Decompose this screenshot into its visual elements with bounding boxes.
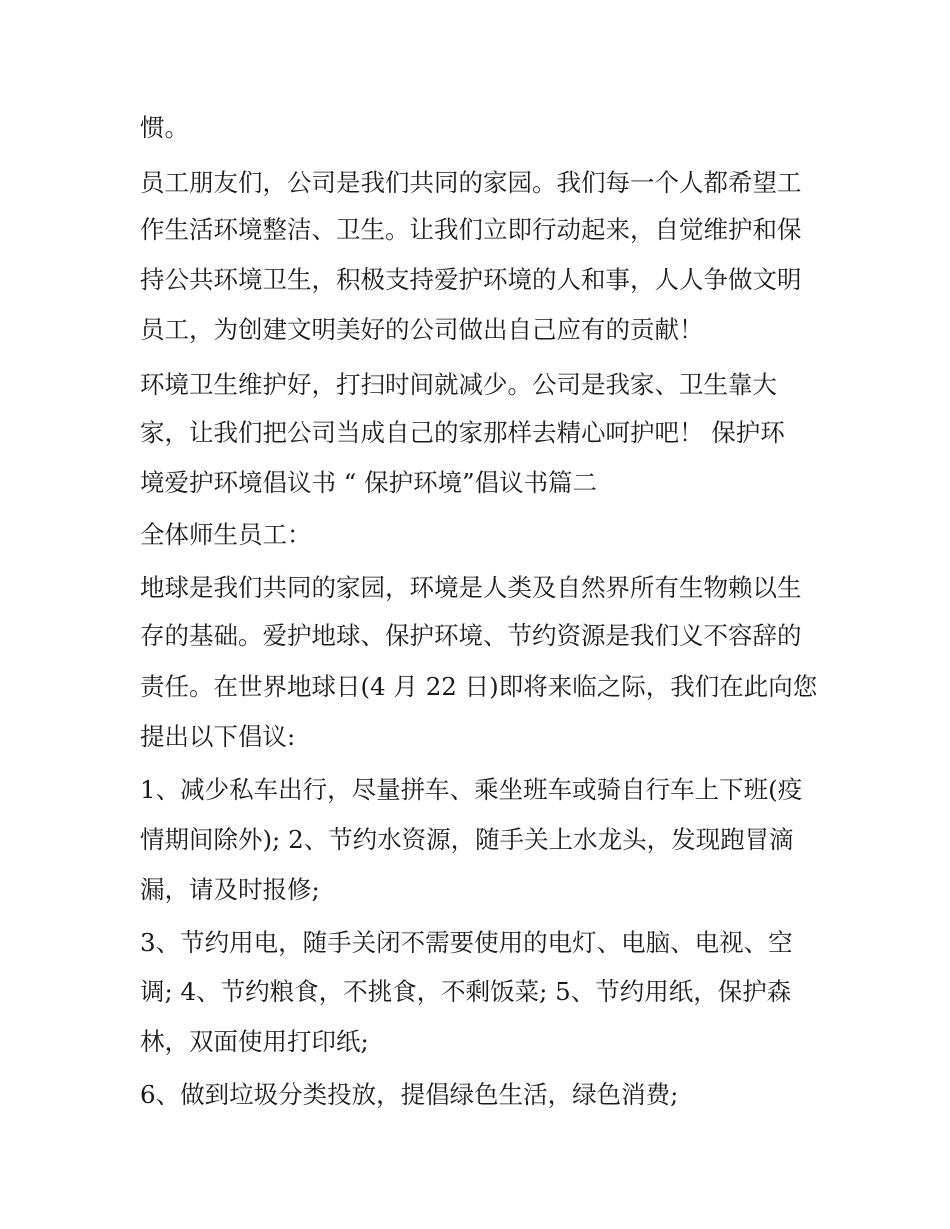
text-line: 3、节约用电，随手关闭不需要使用的电灯、电脑、电视、空 (140, 928, 793, 957)
text-line: 提出以下倡议: (140, 722, 296, 751)
text-line: 存的基础。爱护地球、保护环境、节约资源是我们义不容辞的 (140, 621, 802, 650)
text-line: 全体师生员工： (140, 520, 312, 549)
text-line: 6、做到垃圾分类投放，提倡绿色生活，绿色消费; (140, 1080, 679, 1109)
text-line: 林，双面使用打印纸; (140, 1027, 369, 1056)
text-line: 情期间除外); 2、节约水资源，随手关上水龙头，发现跑冒滴 (140, 825, 794, 854)
text-line: 1、减少私车出行，尽量拼车、乘坐班车或骑自行车上下班(疫 (140, 775, 803, 804)
text-line: 员工，为创建文明美好的公司做出自己应有的贡献！ (140, 315, 704, 344)
text-line: 调; 4、节约粮食，不挑食，不剩饭菜; 5、节约用纸，保护森 (140, 977, 792, 1006)
text-line: 惯。 (140, 113, 189, 142)
text-line: 作生活环境整洁、卫生。让我们立即行动起来，自觉维护和保 (140, 215, 802, 244)
text-line: 环境卫生维护好，打扫时间就减少。公司是我家、卫生靠大 (140, 370, 777, 399)
text-line: 地球是我们共同的家园，环境是人类及自然界所有生物赖以生 (140, 573, 802, 602)
text-line: 漏，请及时报修; (140, 875, 320, 904)
text-line: 员工朋友们，公司是我们共同的家园。我们每一个人都希望工 (140, 168, 802, 197)
text-line: 境爱护环境倡议书 “ 保护环境”倡议书篇二 (140, 468, 598, 497)
text-line: 家，让我们把公司当成自己的家那样去精心呵护吧！ 保护环 (140, 418, 785, 447)
text-line: 责任。在世界地球日(4 月 22 日)即将来临之际，我们在此向您 (140, 672, 818, 701)
text-line: 持公共环境卫生，积极支持爱护环境的人和事，人人争做文明 (140, 265, 802, 294)
